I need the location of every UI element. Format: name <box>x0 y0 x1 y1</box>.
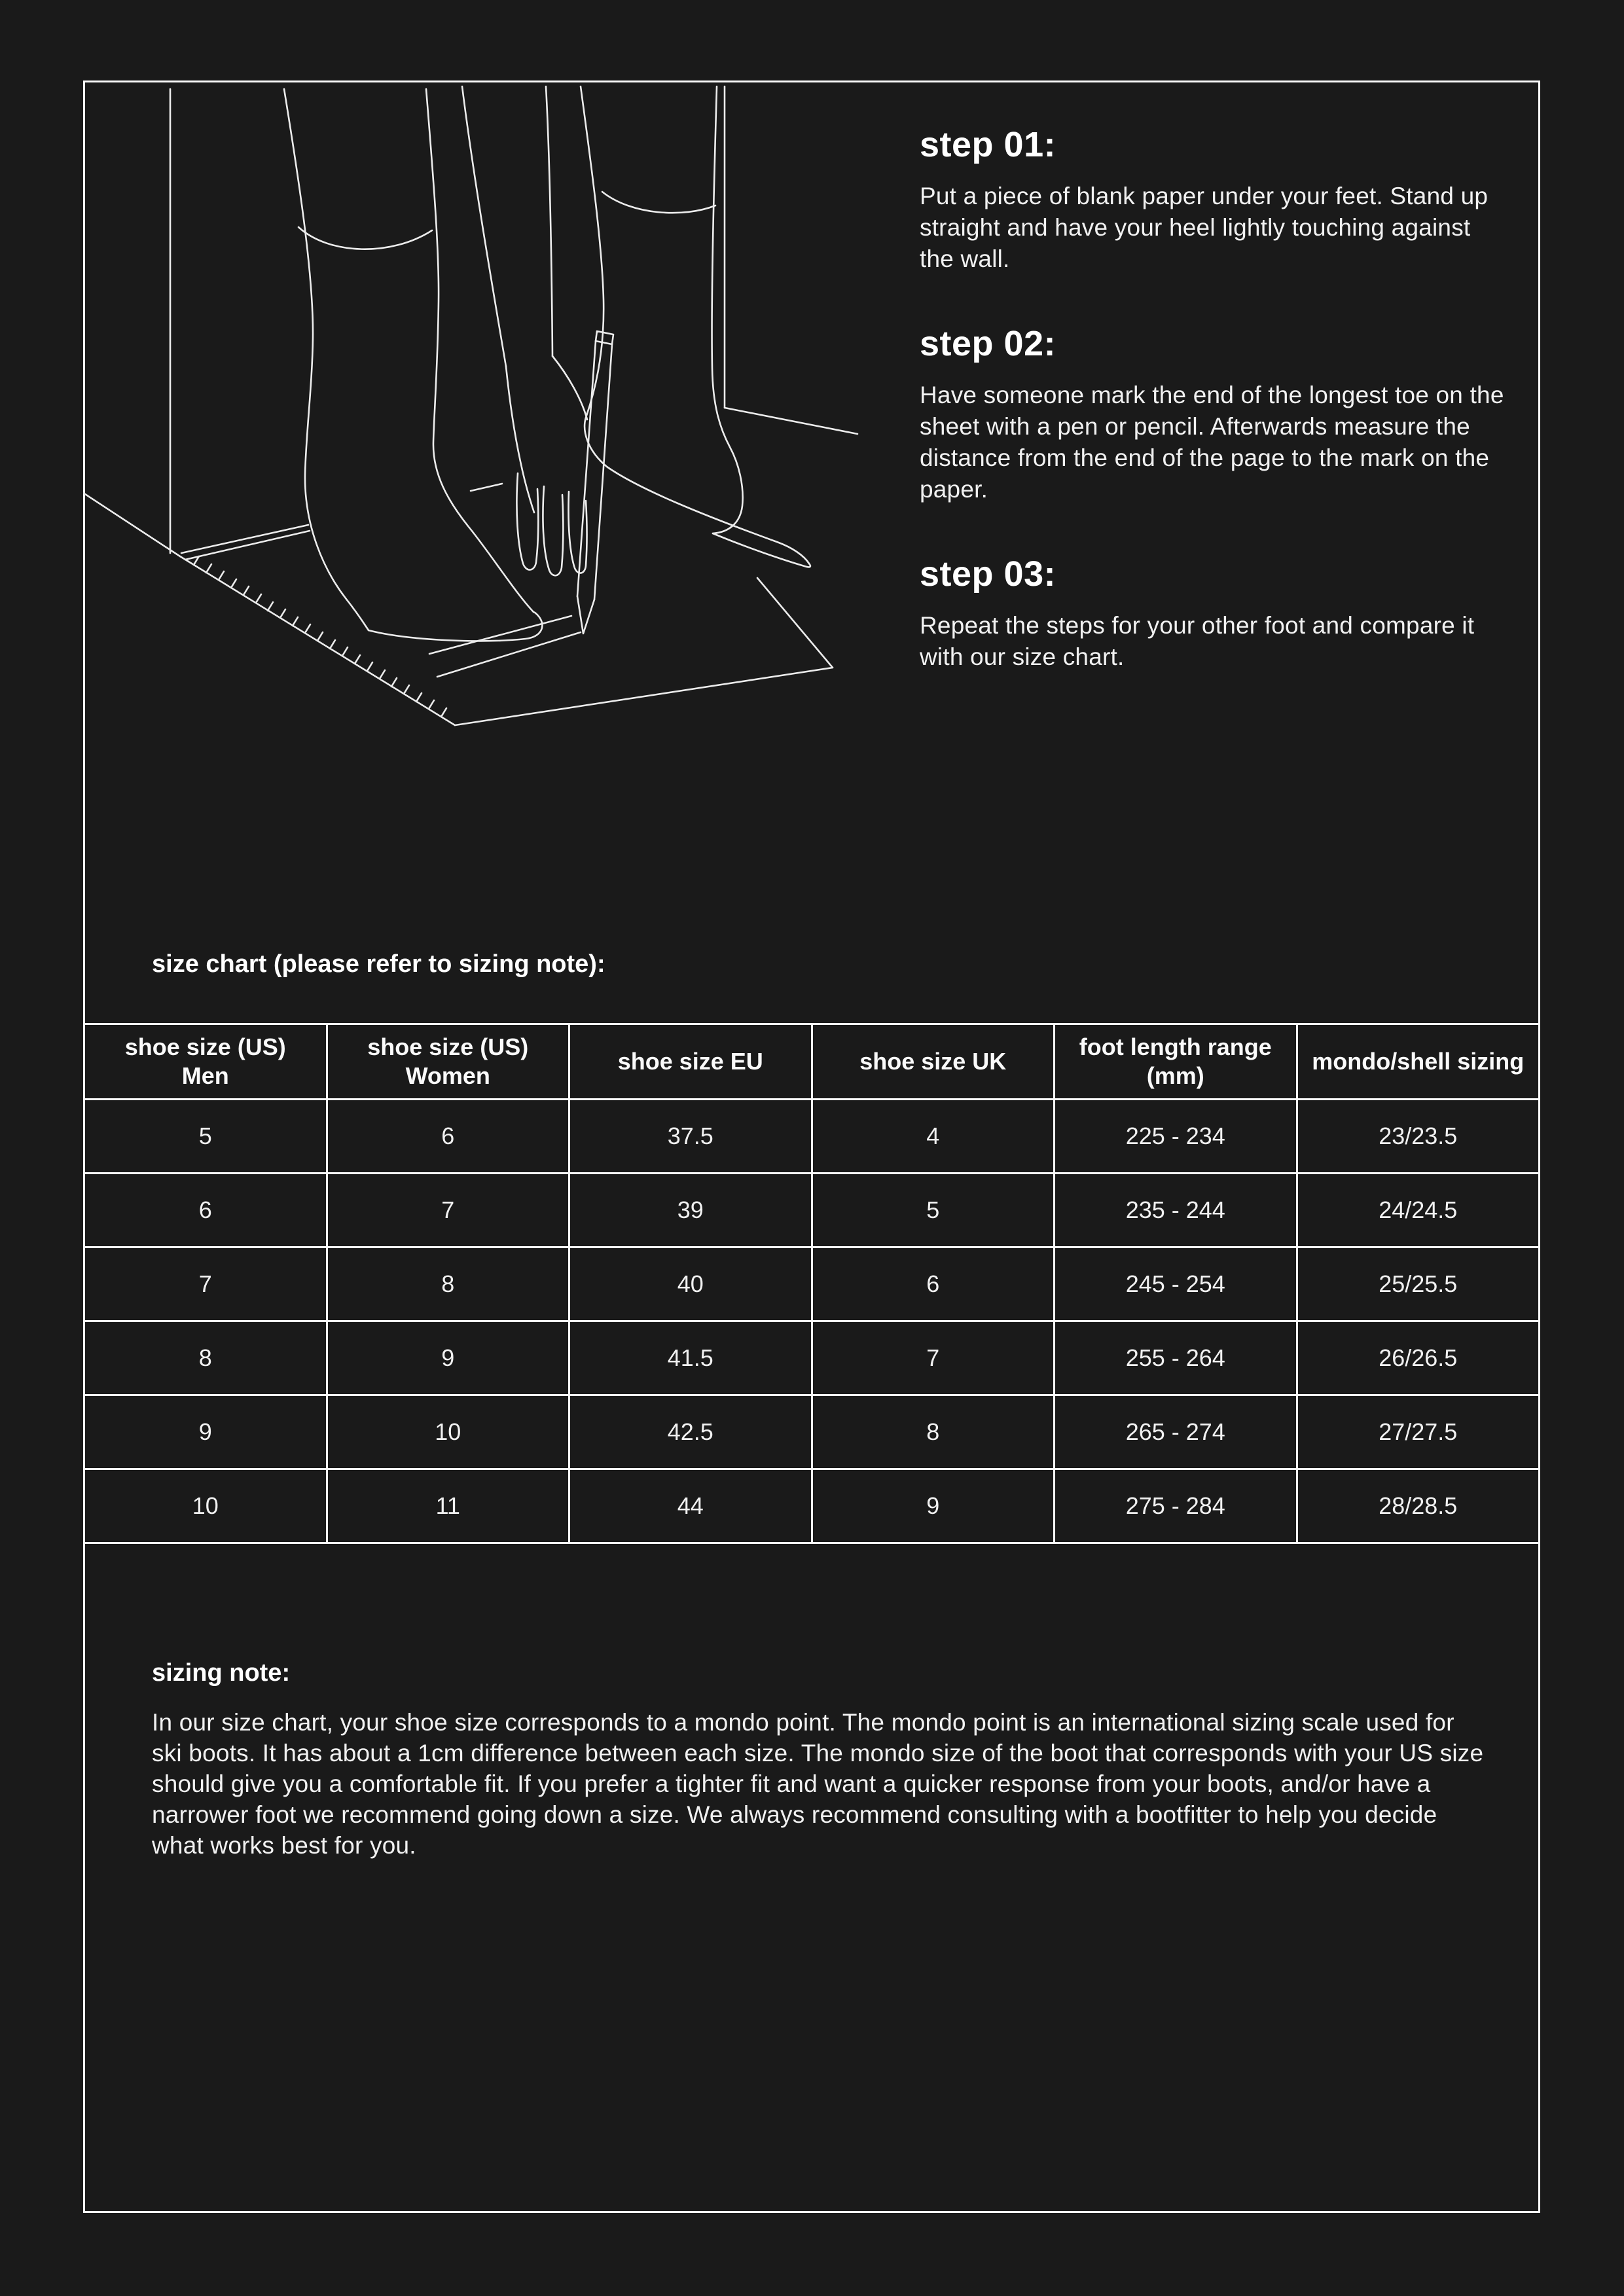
table-row <box>84 1395 1540 1469</box>
cell-us-women: 10 <box>327 1395 569 1469</box>
cell-us-men: 5 <box>84 1100 327 1174</box>
pencil <box>577 331 613 634</box>
step-2-body: Have someone mark the end of the longest toe on the sheet with a pen or pencil. Afterwards measure the distance from the end of the page to the mark on the paper. <box>920 382 1504 503</box>
column-header-mondo: mondo/shell sizing <box>1297 1024 1540 1100</box>
cell-foot-length: 255 - 264 <box>1055 1321 1297 1395</box>
cell-foot-length: 245 - 254 <box>1055 1247 1297 1321</box>
step-block-1 <box>920 124 1506 275</box>
cell-eu: 40 <box>569 1247 812 1321</box>
cell-uk: 4 <box>812 1100 1055 1174</box>
cell-eu: 37.5 <box>569 1100 812 1174</box>
column-header-us-men: shoe size (US) Men <box>84 1024 327 1100</box>
cell-uk: 7 <box>812 1321 1055 1395</box>
cell-eu: 39 <box>569 1174 812 1247</box>
step-block-2 <box>920 323 1506 505</box>
sizing-note-body: In our size chart, your shoe size corresponds to a mondo point. The mondo point is an international sizing scale used for ski boots. It has about a 1cm difference between each size. The mondo size of the boot that corresponds with your US size should give you a comfortable fit. If you prefer a tighter fit and want a quicker response from your boots, and/or have a narrower foot we recommend going down a size. We always recommend consulting with a bootfitter to help you decide what works best for you. <box>152 1709 1484 1859</box>
cell-foot-length: 265 - 274 <box>1055 1395 1297 1469</box>
sizing-note-section <box>152 1659 1487 1861</box>
table-row <box>84 1100 1540 1174</box>
left-leg <box>284 89 542 641</box>
cell-us-men: 7 <box>84 1247 327 1321</box>
cell-mondo: 23/23.5 <box>1297 1100 1540 1174</box>
cell-uk: 9 <box>812 1469 1055 1543</box>
cell-mondo: 26/26.5 <box>1297 1321 1540 1395</box>
cell-us-women: 11 <box>327 1469 569 1543</box>
right-leg <box>581 86 810 567</box>
cell-us-men: 6 <box>84 1174 327 1247</box>
cell-us-men: 10 <box>84 1469 327 1543</box>
cell-mondo: 28/28.5 <box>1297 1469 1540 1543</box>
steps-section <box>920 124 1506 673</box>
cell-eu: 44 <box>569 1469 812 1543</box>
size-chart-header <box>84 1024 1540 1100</box>
size-chart-title: size chart (please refer to sizing note): <box>152 950 605 978</box>
cell-us-men: 8 <box>84 1321 327 1395</box>
cell-us-men: 9 <box>84 1395 327 1469</box>
sizing-note-heading: sizing note: <box>152 1659 291 1687</box>
step-2-heading: step 02: <box>920 324 1056 363</box>
step-1-heading: step 01: <box>920 125 1056 164</box>
paper-sheet <box>180 484 833 725</box>
table-row <box>84 1321 1540 1395</box>
cell-uk: 6 <box>812 1247 1055 1321</box>
cell-us-women: 6 <box>327 1100 569 1174</box>
step-1-body: Put a piece of blank paper under your feet. Stand up straight and have your heel lightly touching against the wall. <box>920 183 1489 272</box>
column-header-foot-length: foot length range (mm) <box>1055 1024 1297 1100</box>
cell-mondo: 25/25.5 <box>1297 1247 1540 1321</box>
cell-us-women: 9 <box>327 1321 569 1395</box>
cell-eu: 42.5 <box>569 1395 812 1469</box>
cell-uk: 8 <box>812 1395 1055 1469</box>
table-row <box>84 1469 1540 1543</box>
cell-mondo: 27/27.5 <box>1297 1395 1540 1469</box>
size-chart-table <box>83 1023 1540 1544</box>
step-3-body: Repeat the steps for your other foot and compare it with our size chart. <box>920 612 1475 670</box>
step-3-heading: step 03: <box>920 554 1056 594</box>
cell-foot-length: 225 - 234 <box>1055 1100 1297 1174</box>
cell-foot-length: 235 - 244 <box>1055 1174 1297 1247</box>
cell-uk: 5 <box>812 1174 1055 1247</box>
foot-measuring-illustration <box>83 81 875 742</box>
cell-mondo: 24/24.5 <box>1297 1174 1540 1247</box>
arm-and-hand <box>462 86 587 575</box>
cell-us-women: 8 <box>327 1247 569 1321</box>
cell-us-women: 7 <box>327 1174 569 1247</box>
mark-lines <box>429 616 581 677</box>
column-header-eu: shoe size EU <box>569 1024 812 1100</box>
header-row <box>84 1024 1540 1100</box>
table-row <box>84 1247 1540 1321</box>
table-row <box>84 1174 1540 1247</box>
cell-foot-length: 275 - 284 <box>1055 1469 1297 1543</box>
column-header-us-women: shoe size (US) Women <box>327 1024 569 1100</box>
cell-eu: 41.5 <box>569 1321 812 1395</box>
step-block-3 <box>920 554 1506 673</box>
column-header-uk: shoe size UK <box>812 1024 1055 1100</box>
size-chart-body <box>84 1100 1540 1543</box>
